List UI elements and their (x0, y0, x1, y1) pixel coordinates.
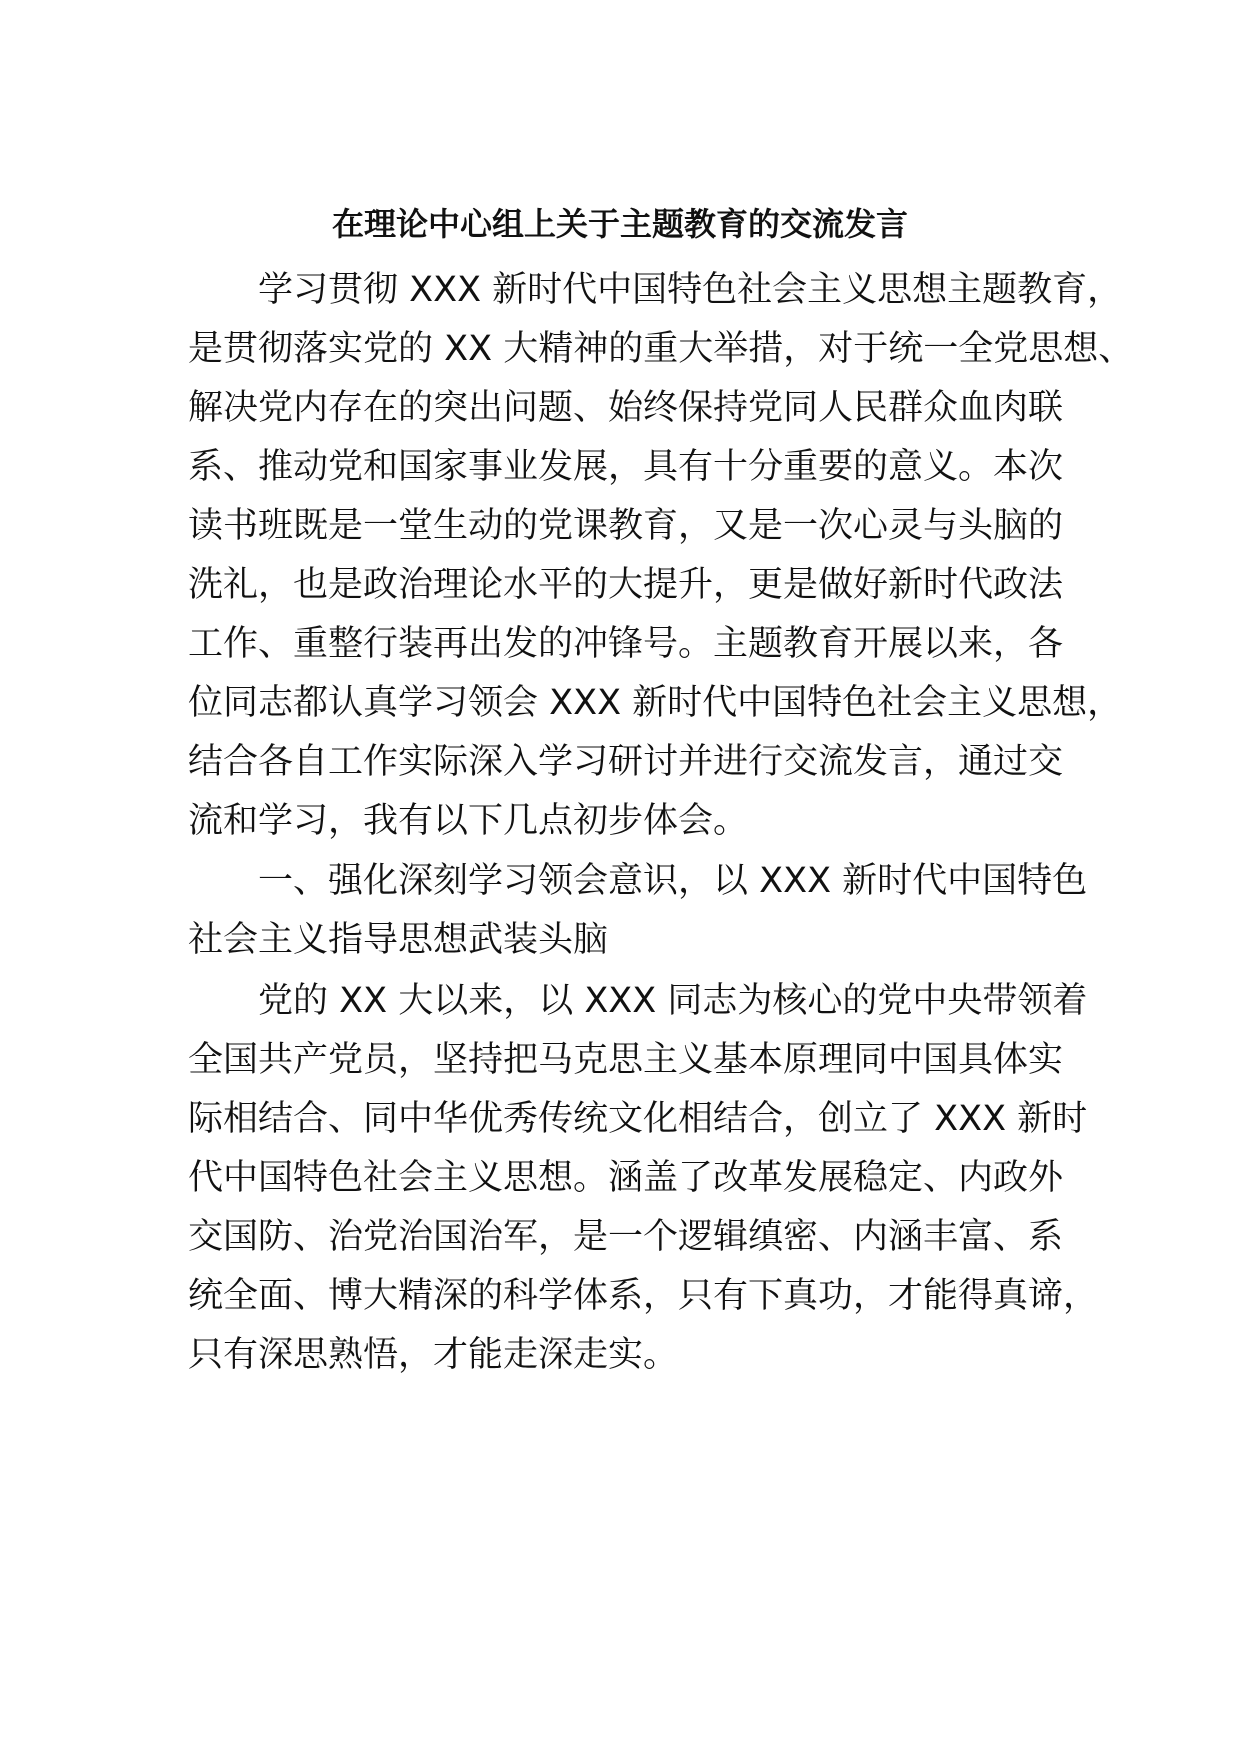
paragraph-line: 读书班既是一堂生动的党课教育，又是一次心灵与头脑的 (188, 506, 1064, 546)
paragraph-line: 解决党内存在的突出问题、始终保持党同人民群众血肉联 (188, 388, 1064, 428)
paragraph-line: 党的 XX 大以来，以 XXX 同志为核心的党中央带领着 (258, 981, 1088, 1021)
paragraph-line: 结合各自工作实际深入学习研讨并进行交流发言，通过交 (188, 742, 1064, 782)
paragraph-line: 位同志都认真学习领会 XXX 新时代中国特色社会主义思想， (188, 683, 1123, 723)
section-heading-line: 一、强化深刻学习领会意识，以 XXX 新时代中国特色 (258, 861, 1088, 901)
section-heading-line: 社会主义指导思想武装头脑 (188, 920, 609, 960)
paragraph-line: 全国共产党员，坚持把马克思主义基本原理同中国具体实 (188, 1040, 1064, 1080)
paragraph-line: 交国防、治党治国治军，是一个逻辑缜密、内涵丰富、系 (188, 1217, 1064, 1257)
paragraph-line: 际相结合、同中华优秀传统文化相结合，创立了 XXX 新时 (188, 1099, 1088, 1139)
paragraph-line: 系、推动党和国家事业发展，具有十分重要的意义。本次 (188, 447, 1064, 487)
paragraph-line: 统全面、博大精深的科学体系，只有下真功，才能得真谛， (188, 1276, 1099, 1316)
paragraph-line: 是贯彻落实党的 XX 大精神的重大举措，对于统一全党思想、 (188, 329, 1134, 369)
paragraph-line: 流和学习，我有以下几点初步体会。 (188, 801, 749, 841)
document-title: 在理论中心组上关于主题教育的交流发言 (331, 205, 908, 243)
paragraph-line: 只有深思熟悟，才能走深走实。 (188, 1335, 679, 1375)
paragraph-line: 工作、重整行装再出发的冲锋号。主题教育开展以来，各 (188, 624, 1064, 664)
paragraph-line: 洗礼，也是政治理论水平的大提升，更是做好新时代政法 (188, 565, 1064, 605)
paragraph-line: 代中国特色社会主义思想。涵盖了改革发展稳定、内政外 (188, 1158, 1064, 1198)
paragraph-line: 学习贯彻 XXX 新时代中国特色社会主义思想主题教育， (258, 270, 1123, 310)
